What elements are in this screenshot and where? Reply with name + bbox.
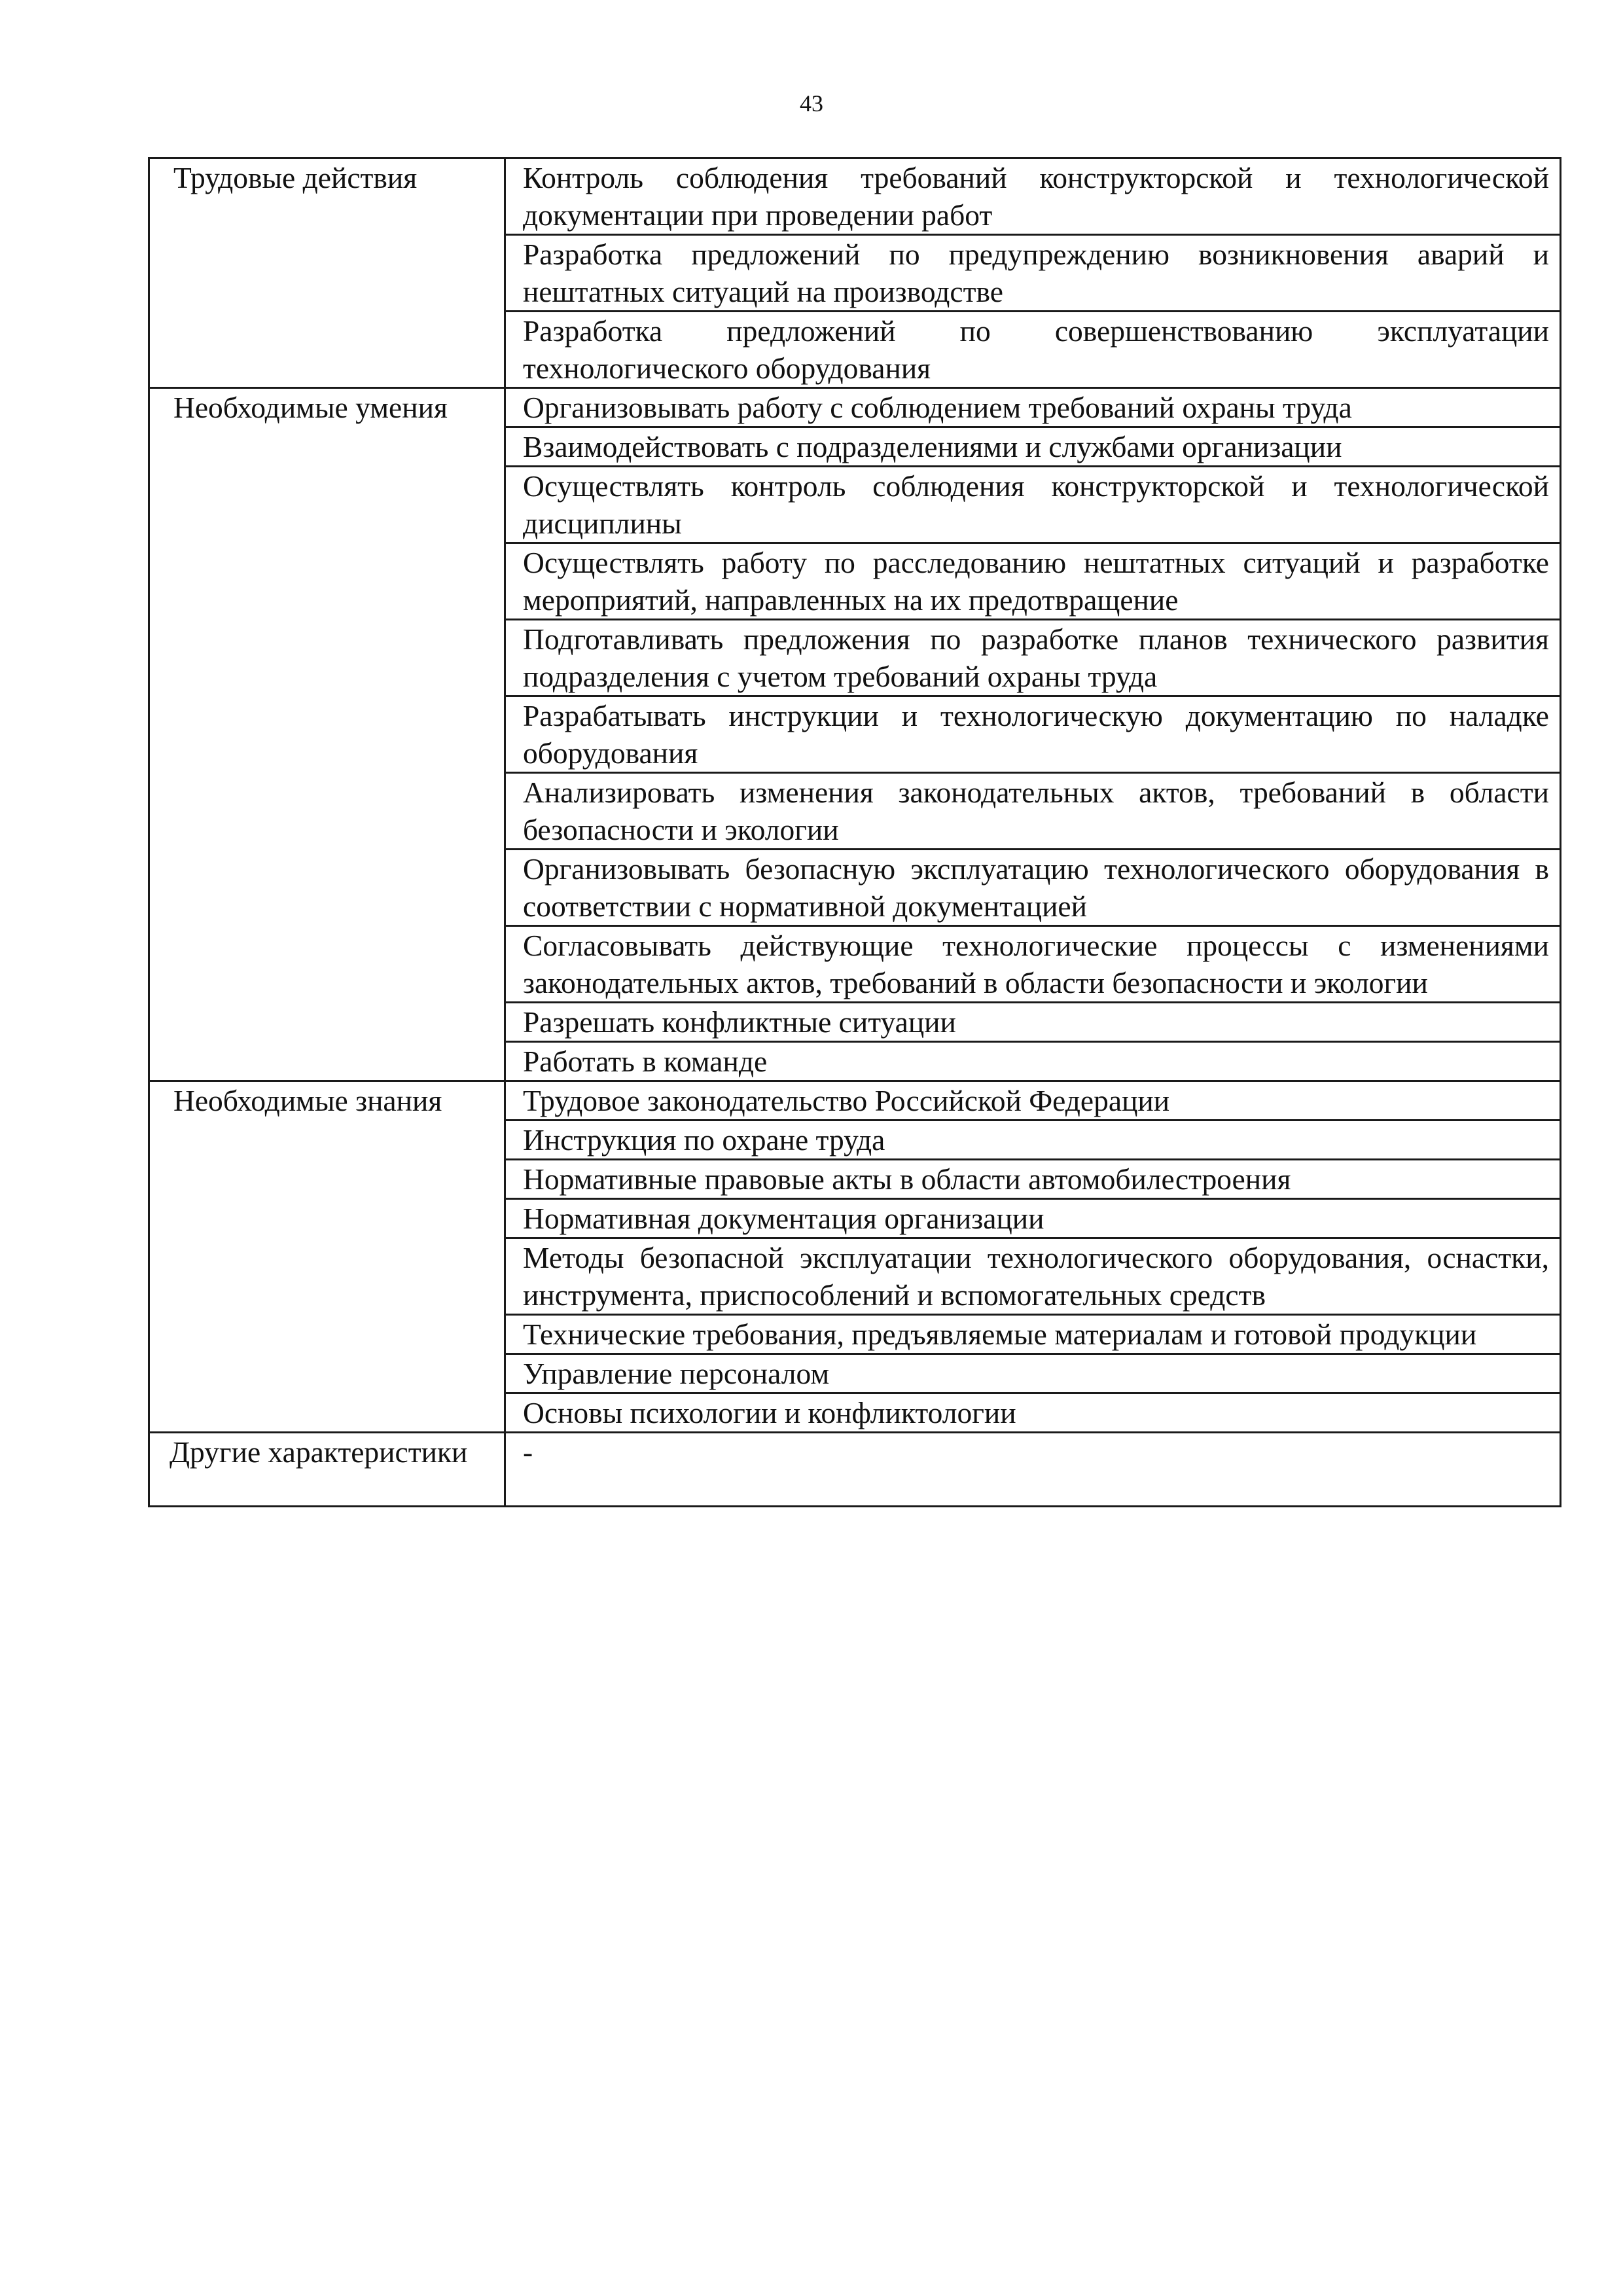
required-knowledge-item: Нормативные правовые акты в области автомобилестроения — [505, 1160, 1561, 1199]
section-label-required-knowledge: Необходимые знания — [149, 1081, 505, 1433]
required-skill-item: Подготавливать предложения по разработке планов технического развития подразделения с учетом требований охраны труда — [505, 620, 1561, 696]
labor-action-item: Разработка предложений по предупреждению возникновения аварий и нештатных ситуаций на производстве — [505, 235, 1561, 312]
required-knowledge-item: Методы безопасной эксплуатации технологического оборудования, оснастки, инструмента, приспособлений и вспомогательных средств — [505, 1238, 1561, 1315]
required-skill-item: Осуществлять работу по расследованию нештатных ситуаций и разработке мероприятий, направленных на их предотвращение — [505, 543, 1561, 620]
page-number: 43 — [800, 90, 823, 117]
required-skill-item: Работать в команде — [505, 1042, 1561, 1081]
labor-action-item: Разработка предложений по совершенствованию эксплуатации технологического оборудования — [505, 312, 1561, 388]
table-row — [149, 1081, 1561, 1121]
professional-standard-table — [148, 157, 1561, 1507]
section-label-required-skills: Необходимые умения — [149, 388, 505, 1081]
required-skill-item: Анализировать изменения законодательных актов, требований в области безопасности и экологии — [505, 773, 1561, 850]
table-row — [149, 158, 1561, 235]
required-knowledge-item: Инструкция по охране труда — [505, 1121, 1561, 1160]
labor-action-item: Контроль соблюдения требований конструкторской и технологической документации при проведении работ — [505, 158, 1561, 235]
required-skill-item: Разрабатывать инструкции и технологическую документацию по наладке оборудования — [505, 696, 1561, 773]
required-skill-item: Разрешать конфликтные ситуации — [505, 1003, 1561, 1042]
required-knowledge-item: Основы психологии и конфликтологии — [505, 1393, 1561, 1433]
table-row — [149, 1433, 1561, 1507]
required-knowledge-item: Управление персоналом — [505, 1354, 1561, 1393]
table-row — [149, 388, 1561, 427]
required-knowledge-item: Трудовое законодательство Российской Федерации — [505, 1081, 1561, 1121]
required-knowledge-item: Технические требования, предъявляемые материалам и готовой продукции — [505, 1315, 1561, 1354]
required-skill-item: Организовывать работу с соблюдением требований охраны труда — [505, 388, 1561, 427]
other-characteristics-item: - — [505, 1433, 1561, 1507]
required-skill-item: Взаимодействовать с подразделениями и службами организации — [505, 427, 1561, 467]
required-skill-item: Организовывать безопасную эксплуатацию технологического оборудования в соответствии с нормативной документацией — [505, 850, 1561, 926]
required-skill-item: Согласовывать действующие технологические процессы с изменениями законодательных актов, требований в области безопасности и экологии — [505, 926, 1561, 1003]
section-label-other-characteristics: Другие характеристики — [149, 1433, 505, 1507]
required-skill-item: Осуществлять контроль соблюдения конструкторской и технологической дисциплины — [505, 467, 1561, 543]
section-label-labor-actions: Трудовые действия — [149, 158, 505, 388]
required-knowledge-item: Нормативная документация организации — [505, 1199, 1561, 1238]
